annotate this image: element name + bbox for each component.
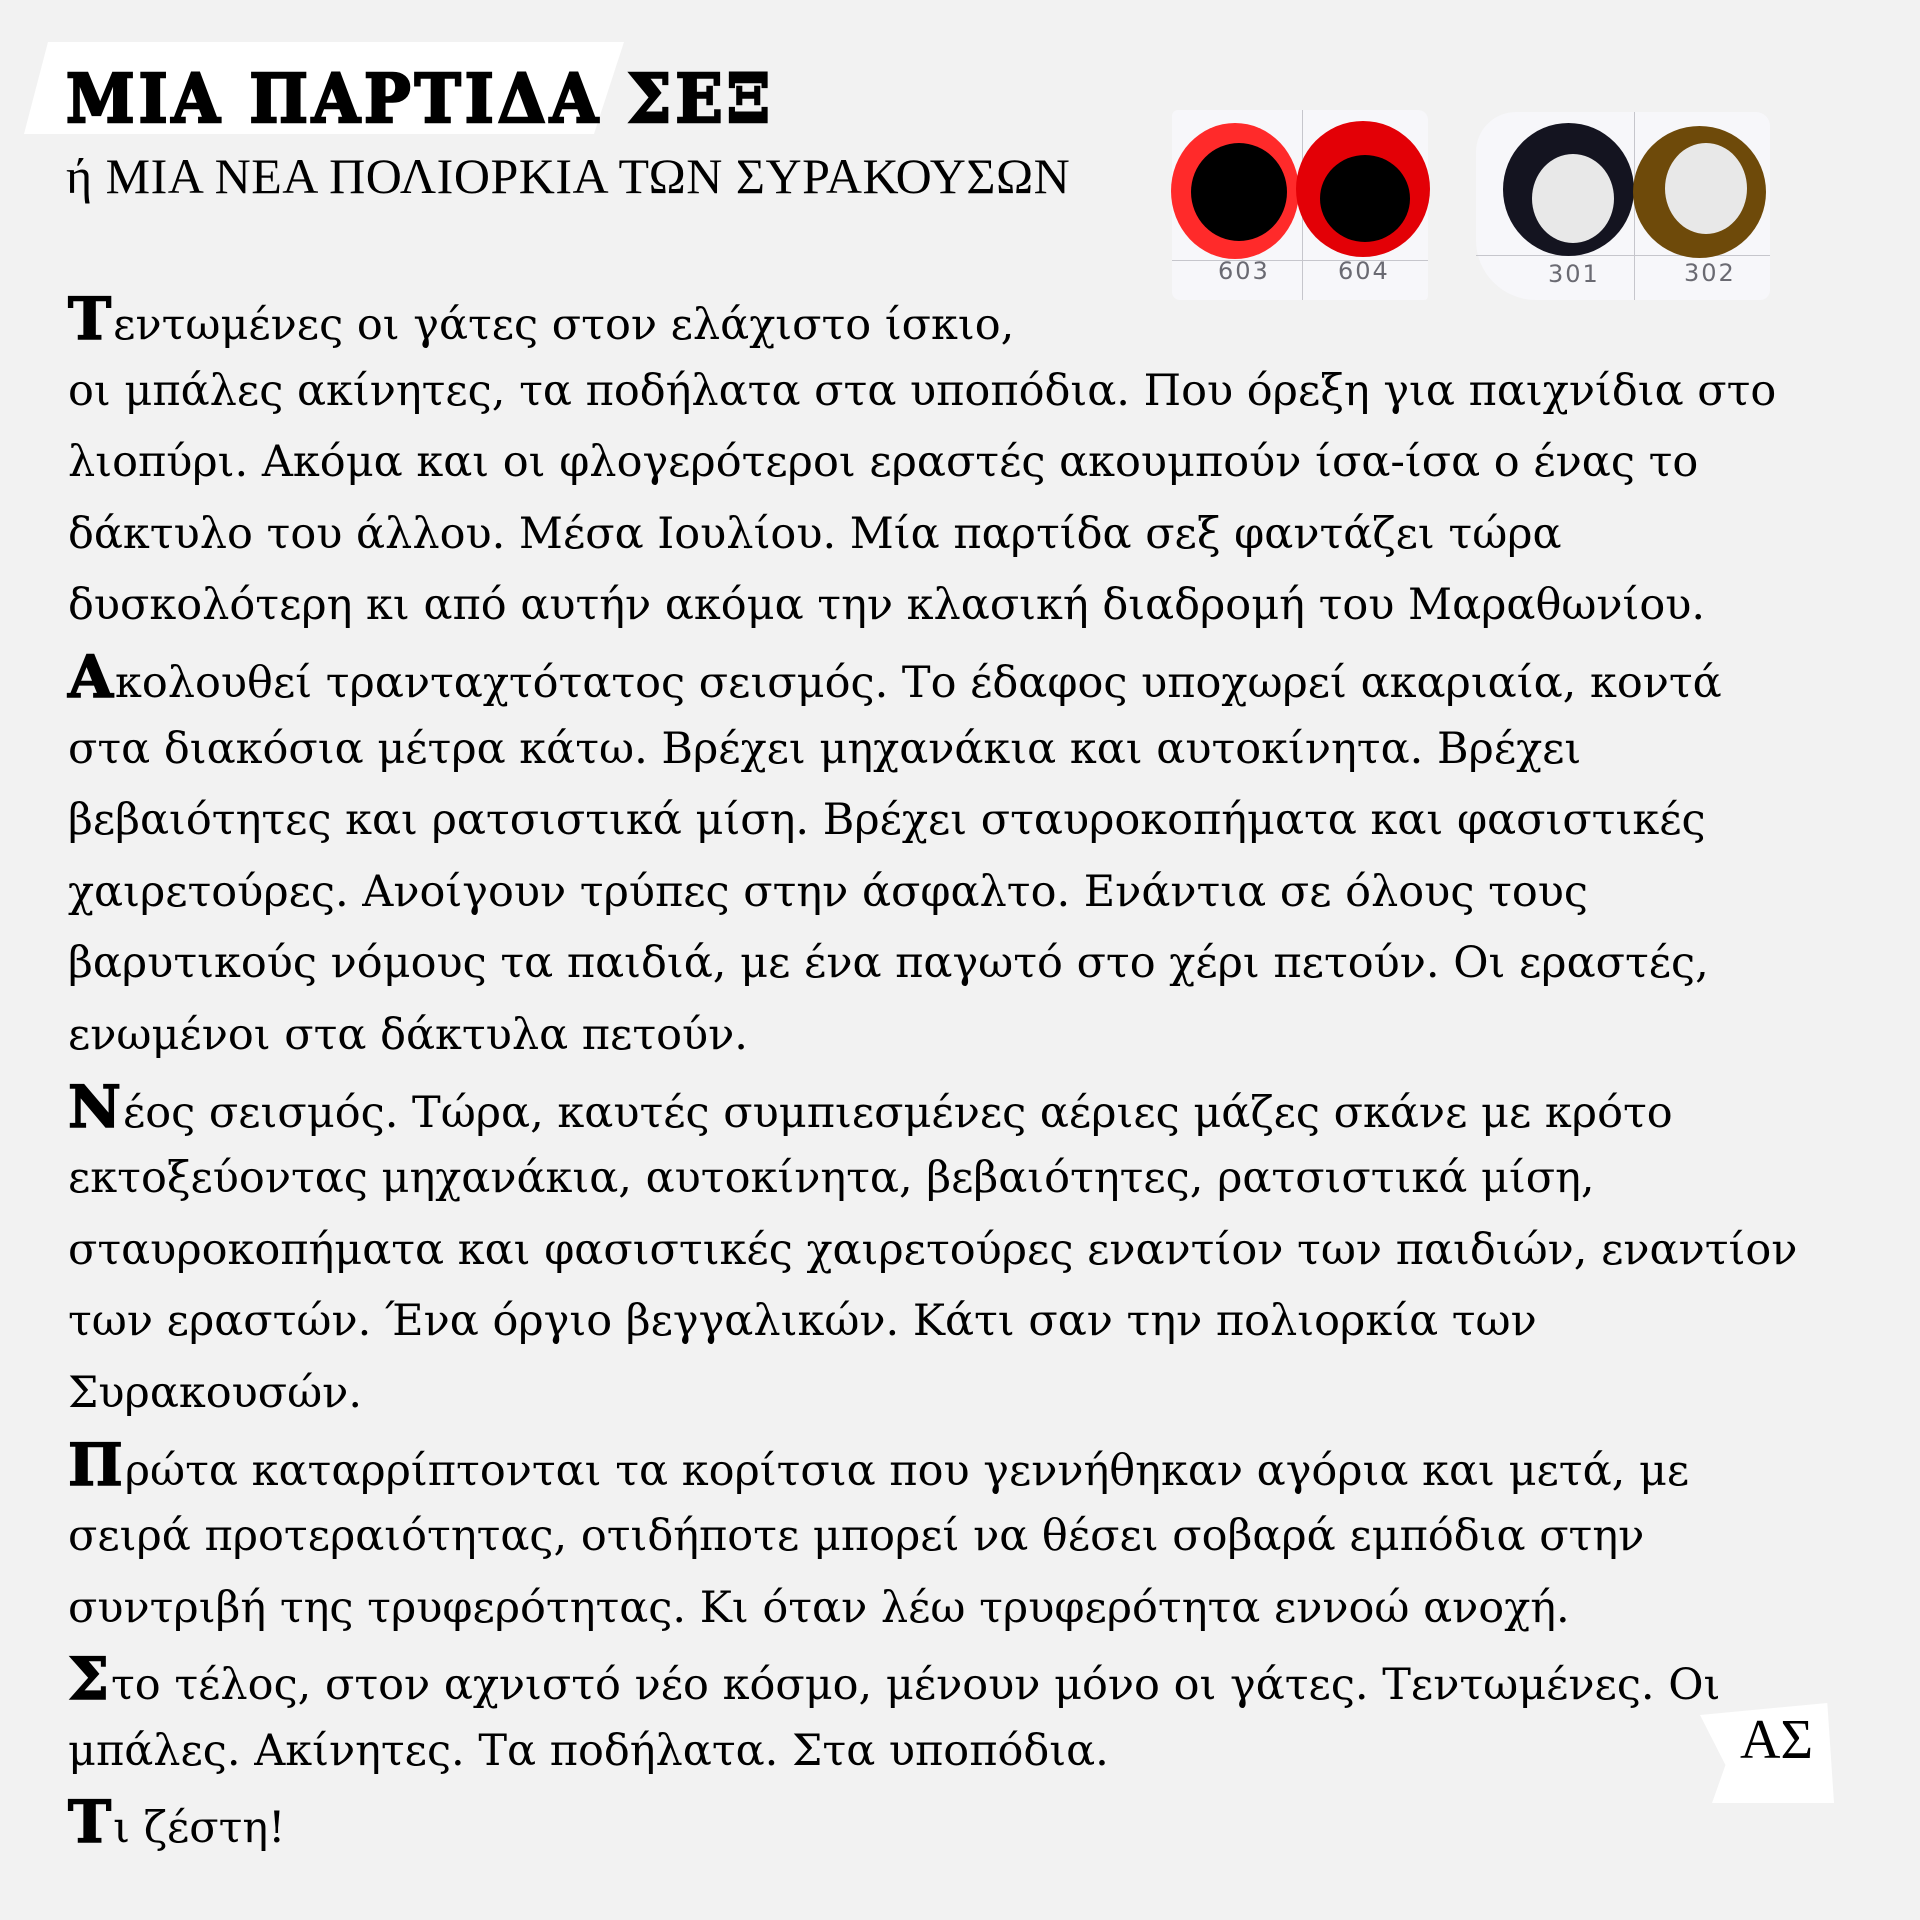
- swatch-604-label: 604: [1338, 257, 1390, 285]
- page-title: ΜΙΑ ΠΑΡΤΙΔΑ ΣΕΞ: [66, 59, 775, 139]
- text-line: βαρυτικούς νόμους τα παιδιά, με ένα παγωτό στο χέρι πετούν. Οι εραστές,: [68, 938, 1709, 989]
- author-signature: ΑΣ: [1740, 1709, 1814, 1771]
- drop-cap: Π: [68, 1430, 123, 1499]
- text-line: Νέος σεισμός. Τώρα, καυτές συμπιεσμένες αέριες μάζες σκάνε με κρότο: [68, 1072, 1673, 1141]
- text-line: χαιρετούρες. Ανοίγουν τρύπες στην άσφαλτο. Ενάντια σε όλους τους: [68, 866, 1588, 917]
- text-line: συντριβή της τρυφερότητας. Κι όταν λέω τρυφερότητα εννοώ ανοχή.: [68, 1582, 1570, 1633]
- text-line: Ακολουθεί τρανταχτότατος σεισμός. Το έδαφος υποχωρεί ακαριαία, κοντά: [68, 642, 1722, 711]
- text-line: των εραστών. Ένα όργιο βεγγαλικών. Κάτι σαν την πολιορκία των: [68, 1296, 1537, 1347]
- swatch-603-center: [1191, 143, 1287, 241]
- text-line: Συρακουσών.: [68, 1367, 362, 1418]
- swatch-302-label: 302: [1684, 259, 1736, 287]
- paragraph: [68, 642, 1797, 1072]
- text-line: βεβαιότητες και ρατσιστικά μίση. Βρέχει σταυροκοπήματα και φασιστικές: [68, 795, 1706, 846]
- drop-cap: Τ: [68, 285, 112, 353]
- text-line: ενωμένοι στα δάκτυλα πετούν.: [68, 1009, 748, 1060]
- text-line: εκτοξεύοντας μηχανάκια, αυτοκίνητα, βεβαιότητες, ρατσιστικά μίση,: [68, 1153, 1595, 1204]
- text-line: Τι ζέστη!: [68, 1788, 286, 1857]
- text-line: λιοπύρι. Ακόμα και οι φλογερότεροι εραστές ακουμπούν ίσα-ίσα ο ένας το: [68, 437, 1699, 488]
- paragraph: [68, 1430, 1797, 1645]
- text-line: δυσκολότερη κι από αυτήν ακόμα την κλασική διαδρομή του Μαραθωνίου.: [68, 580, 1706, 631]
- text-line: στα διακόσια μέτρα κάτω. Βρέχει μηχανάκια και αυτοκίνητα. Βρέχει: [68, 723, 1582, 774]
- drop-cap: Σ: [68, 1645, 110, 1714]
- drop-cap: Ν: [68, 1072, 122, 1141]
- article-body: [68, 284, 1797, 1859]
- text-line: μπάλες. Ακίνητες. Τα ποδήλατα. Στα υποπόδια.: [68, 1725, 1109, 1776]
- paragraph: [68, 1072, 1797, 1430]
- text-line: Πρώτα καταρρίπτονται τα κορίτσια που γεννήθηκαν αγόρια και μετά, με: [68, 1430, 1690, 1499]
- swatch-603-label: 603: [1218, 257, 1270, 285]
- text-line: σειρά προτεραιότητας, οτιδήποτε μπορεί να θέσει σοβαρά εμπόδια στην: [68, 1511, 1645, 1562]
- text-line: Τεντωμένες οι γάτες στον ελάχιστο ίσκιο,: [68, 285, 1015, 353]
- paragraph: [68, 1787, 1797, 1859]
- text-line: Στο τέλος, στον αχνιστό νέο κόσμο, μένουν μόνο οι γάτες. Τεντωμένες. Οι: [68, 1645, 1721, 1714]
- swatch-301-center: [1532, 154, 1614, 243]
- drop-cap: Α: [68, 642, 114, 711]
- paragraph: [68, 284, 1797, 642]
- text-line: δάκτυλο του άλλου. Μέσα Ιουλίου. Μία παρτίδα σεξ φαντάζει τώρα: [68, 508, 1562, 559]
- drop-cap: Τ: [68, 1788, 112, 1857]
- text-line: οι μπάλες ακίνητες, τα ποδήλατα στα υποπόδια. Που όρεξη για παιχνίδια στο: [68, 365, 1777, 416]
- page-subtitle: ή ΜΙΑ ΝΕΑ ΠΟΛΙΟΡΚΙΑ ΤΩΝ ΣΥΡΑΚΟΥΣΩΝ: [66, 148, 1071, 204]
- paragraph: [68, 1644, 1797, 1787]
- swatch-604-center: [1320, 155, 1410, 242]
- swatch-301-label: 301: [1548, 260, 1600, 288]
- text-line: σταυροκοπήματα και φασιστικές χαιρετούρες εναντίον των παιδιών, εναντίον: [68, 1224, 1798, 1275]
- swatch-302-center: [1665, 143, 1747, 234]
